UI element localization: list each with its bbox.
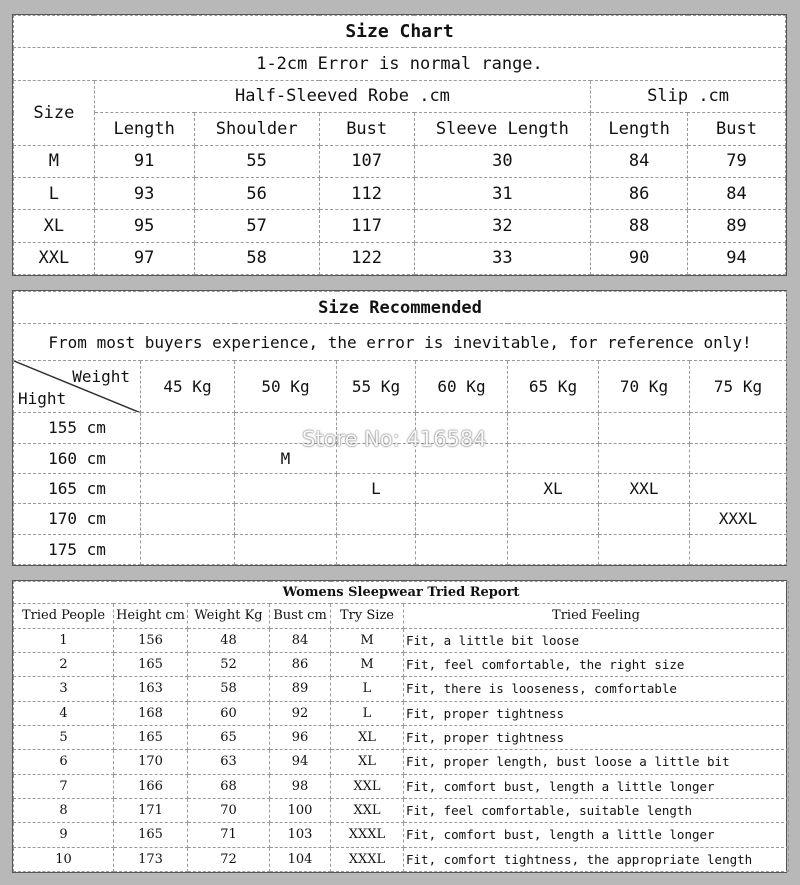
- report-cell: XXL: [331, 798, 404, 822]
- report-cell: 70: [188, 798, 270, 822]
- table-row: [14, 652, 789, 676]
- size-recommendation-cell: M: [235, 443, 337, 473]
- report-cell: 103: [270, 823, 331, 847]
- report-cell: 170: [114, 750, 188, 774]
- height-corner-label: Hight: [18, 389, 67, 409]
- size-chart-note: 1-2cm Error is normal range.: [14, 48, 786, 80]
- report-cell: 166: [114, 774, 188, 798]
- report-cell: 10: [14, 847, 114, 871]
- report-cell: 4: [14, 701, 114, 725]
- height-label: 160 cm: [14, 443, 141, 473]
- height-row: [14, 473, 787, 503]
- size-recommendation-cell: [235, 534, 337, 564]
- table-row: [14, 725, 789, 749]
- measure-cell: 117: [319, 210, 414, 242]
- table-row: [14, 823, 789, 847]
- size-row: [14, 242, 786, 274]
- measure-cell: 33: [414, 242, 591, 274]
- column-header: Try Size: [331, 604, 404, 628]
- size-chart-panel: [12, 14, 787, 276]
- size-recommendation-cell: XXXL: [690, 504, 787, 534]
- weight-corner-label: Weight: [72, 366, 130, 386]
- tried-report-column-headers: [14, 604, 789, 628]
- size-recommendation-cell: [416, 534, 508, 564]
- measure-cell: 97: [94, 242, 194, 274]
- size-label: XL: [14, 210, 95, 242]
- size-chart-table: [13, 15, 786, 275]
- report-cell: 98: [270, 774, 331, 798]
- column-header: Bust: [688, 113, 786, 145]
- size-recommendation-cell: [690, 413, 787, 443]
- weight-header: 50 Kg: [235, 360, 337, 413]
- report-cell: 96: [270, 725, 331, 749]
- report-cell: 68: [188, 774, 270, 798]
- column-header: Tried Feeling: [404, 604, 789, 628]
- weight-header: 75 Kg: [690, 360, 787, 413]
- size-row: [14, 145, 786, 177]
- report-cell: XXXL: [331, 847, 404, 871]
- table-row: [14, 798, 789, 822]
- size-recommendation-cell: [141, 534, 235, 564]
- report-cell: 94: [270, 750, 331, 774]
- report-cell: 3: [14, 677, 114, 701]
- size-recommended-table: [13, 291, 787, 565]
- slip-header: Slip .cm: [591, 80, 786, 112]
- column-header: Sleeve Length: [414, 113, 591, 145]
- report-cell: 1: [14, 628, 114, 652]
- weight-header: 60 Kg: [416, 360, 508, 413]
- size-label: L: [14, 177, 95, 209]
- measure-cell: 58: [194, 242, 319, 274]
- size-recommendation-cell: [235, 504, 337, 534]
- measure-cell: 91: [94, 145, 194, 177]
- measure-cell: 57: [194, 210, 319, 242]
- report-cell: 89: [270, 677, 331, 701]
- measure-cell: 56: [194, 177, 319, 209]
- table-row: [14, 847, 789, 871]
- size-recommendation-cell: XXL: [599, 473, 690, 503]
- size-recommendation-cell: [690, 473, 787, 503]
- store-watermark: Store No: 416584: [302, 427, 487, 451]
- size-recommendation-cell: [141, 443, 235, 473]
- report-cell: 65: [188, 725, 270, 749]
- report-cell: 8: [14, 798, 114, 822]
- size-recommendation-cell: XL: [508, 473, 599, 503]
- feeling-cell: Fit, feel comfortable, suitable length: [404, 798, 789, 822]
- report-cell: L: [331, 701, 404, 725]
- report-cell: 165: [114, 725, 188, 749]
- size-recommendation-cell: [416, 413, 508, 443]
- height-label: 165 cm: [14, 473, 141, 503]
- feeling-cell: Fit, proper tightness: [404, 701, 789, 725]
- report-cell: XL: [331, 725, 404, 749]
- column-header: Length: [94, 113, 194, 145]
- height-row: [14, 413, 787, 443]
- table-row: [14, 774, 789, 798]
- measure-cell: 55: [194, 145, 319, 177]
- size-label: XXL: [14, 242, 95, 274]
- size-recommendation-cell: [235, 413, 337, 443]
- size-chart-column-headers: [14, 113, 786, 145]
- report-cell: 173: [114, 847, 188, 871]
- report-cell: 63: [188, 750, 270, 774]
- report-cell: 163: [114, 677, 188, 701]
- measure-cell: 95: [94, 210, 194, 242]
- size-recommendation-cell: [141, 504, 235, 534]
- tried-report-panel: [12, 580, 787, 873]
- weight-header: 45 Kg: [141, 360, 235, 413]
- report-cell: 72: [188, 847, 270, 871]
- size-chart-title: Size Chart: [14, 16, 786, 48]
- report-cell: 71: [188, 823, 270, 847]
- tried-report-table: [13, 581, 789, 872]
- feeling-cell: Fit, comfort bust, length a little longer: [404, 823, 789, 847]
- size-recommendation-cell: [141, 473, 235, 503]
- size-recommendation-cell: [337, 534, 416, 564]
- size-recommended-body: [14, 413, 787, 565]
- measure-cell: 84: [688, 177, 786, 209]
- tried-report-title: Womens Sleepwear Tried Report: [14, 582, 789, 604]
- column-header: Bust: [319, 113, 414, 145]
- report-cell: 156: [114, 628, 188, 652]
- feeling-cell: Fit, proper tightness: [404, 725, 789, 749]
- robe-header: Half-Sleeved Robe .cm: [94, 80, 590, 112]
- weight-header: 70 Kg: [599, 360, 690, 413]
- report-cell: 104: [270, 847, 331, 871]
- size-recommendation-cell: [508, 413, 599, 443]
- table-row: [14, 677, 789, 701]
- weight-header: 65 Kg: [508, 360, 599, 413]
- feeling-cell: Fit, a little bit loose: [404, 628, 789, 652]
- measure-cell: 88: [591, 210, 688, 242]
- height-row: [14, 443, 787, 473]
- size-recommendation-cell: [337, 443, 416, 473]
- measure-cell: 84: [591, 145, 688, 177]
- size-recommendation-cell: [337, 504, 416, 534]
- report-cell: 165: [114, 823, 188, 847]
- feeling-cell: Fit, proper length, bust loose a little bit: [404, 750, 789, 774]
- report-cell: L: [331, 677, 404, 701]
- size-chart-body: [14, 145, 786, 275]
- height-row: [14, 534, 787, 564]
- column-header: Weight Kg: [188, 604, 270, 628]
- measure-cell: 94: [688, 242, 786, 274]
- size-recommendation-cell: [416, 473, 508, 503]
- size-recommendation-cell: [599, 413, 690, 443]
- size-recommendation-cell: [141, 413, 235, 443]
- report-cell: 171: [114, 798, 188, 822]
- size-recommendation-cell: [690, 443, 787, 473]
- feeling-cell: Fit, there is looseness, comfortable: [404, 677, 789, 701]
- report-cell: M: [331, 652, 404, 676]
- report-cell: 5: [14, 725, 114, 749]
- report-cell: 168: [114, 701, 188, 725]
- size-recommendation-cell: [508, 534, 599, 564]
- measure-cell: 31: [414, 177, 591, 209]
- measure-cell: 30: [414, 145, 591, 177]
- column-header: Length: [591, 113, 688, 145]
- feeling-cell: Fit, comfort tightness, the appropriate length: [404, 847, 789, 871]
- measure-cell: 112: [319, 177, 414, 209]
- report-cell: XXL: [331, 774, 404, 798]
- size-recommendation-cell: [416, 443, 508, 473]
- size-recommended-note: From most buyers experience, the error is inevitable, for reference only!: [14, 324, 787, 360]
- report-cell: 92: [270, 701, 331, 725]
- size-recommendation-cell: [235, 473, 337, 503]
- size-recommendation-cell: [508, 504, 599, 534]
- report-cell: 100: [270, 798, 331, 822]
- report-cell: 84: [270, 628, 331, 652]
- table-row: [14, 750, 789, 774]
- measure-cell: 107: [319, 145, 414, 177]
- report-cell: 52: [188, 652, 270, 676]
- report-cell: 58: [188, 677, 270, 701]
- report-cell: 60: [188, 701, 270, 725]
- size-recommendation-cell: [416, 504, 508, 534]
- weight-header: 55 Kg: [337, 360, 416, 413]
- height-label: 175 cm: [14, 534, 141, 564]
- measure-cell: 89: [688, 210, 786, 242]
- column-header: Tried People: [14, 604, 114, 628]
- measure-cell: 32: [414, 210, 591, 242]
- column-header: Height cm: [114, 604, 188, 628]
- report-cell: XL: [331, 750, 404, 774]
- measure-cell: 86: [591, 177, 688, 209]
- feeling-cell: Fit, feel comfortable, the right size: [404, 652, 789, 676]
- size-recommended-title: Size Recommended: [14, 292, 787, 324]
- size-row: [14, 177, 786, 209]
- size-recommendation-cell: [599, 504, 690, 534]
- size-header: Size: [14, 80, 95, 145]
- height-label: 170 cm: [14, 504, 141, 534]
- height-row: [14, 504, 787, 534]
- size-label: M: [14, 145, 95, 177]
- measure-cell: 90: [591, 242, 688, 274]
- measure-cell: 93: [94, 177, 194, 209]
- report-cell: 165: [114, 652, 188, 676]
- report-cell: 7: [14, 774, 114, 798]
- column-header: Shoulder: [194, 113, 319, 145]
- measure-cell: 79: [688, 145, 786, 177]
- table-row: [14, 701, 789, 725]
- weight-height-corner: [14, 360, 141, 413]
- size-row: [14, 210, 786, 242]
- report-cell: 48: [188, 628, 270, 652]
- size-recommendation-cell: L: [337, 473, 416, 503]
- table-row: [14, 628, 789, 652]
- report-cell: 86: [270, 652, 331, 676]
- size-recommendation-cell: [690, 534, 787, 564]
- report-cell: 2: [14, 652, 114, 676]
- size-recommended-panel: [12, 290, 787, 566]
- report-cell: M: [331, 628, 404, 652]
- size-recommendation-cell: [599, 443, 690, 473]
- height-label: 155 cm: [14, 413, 141, 443]
- measure-cell: 122: [319, 242, 414, 274]
- report-cell: XXXL: [331, 823, 404, 847]
- feeling-cell: Fit, comfort bust, length a little longer: [404, 774, 789, 798]
- size-recommendation-cell: [599, 534, 690, 564]
- column-header: Bust cm: [270, 604, 331, 628]
- size-recommendation-cell: [337, 413, 416, 443]
- report-cell: 6: [14, 750, 114, 774]
- tried-report-body: [14, 628, 789, 871]
- size-recommendation-cell: [508, 443, 599, 473]
- report-cell: 9: [14, 823, 114, 847]
